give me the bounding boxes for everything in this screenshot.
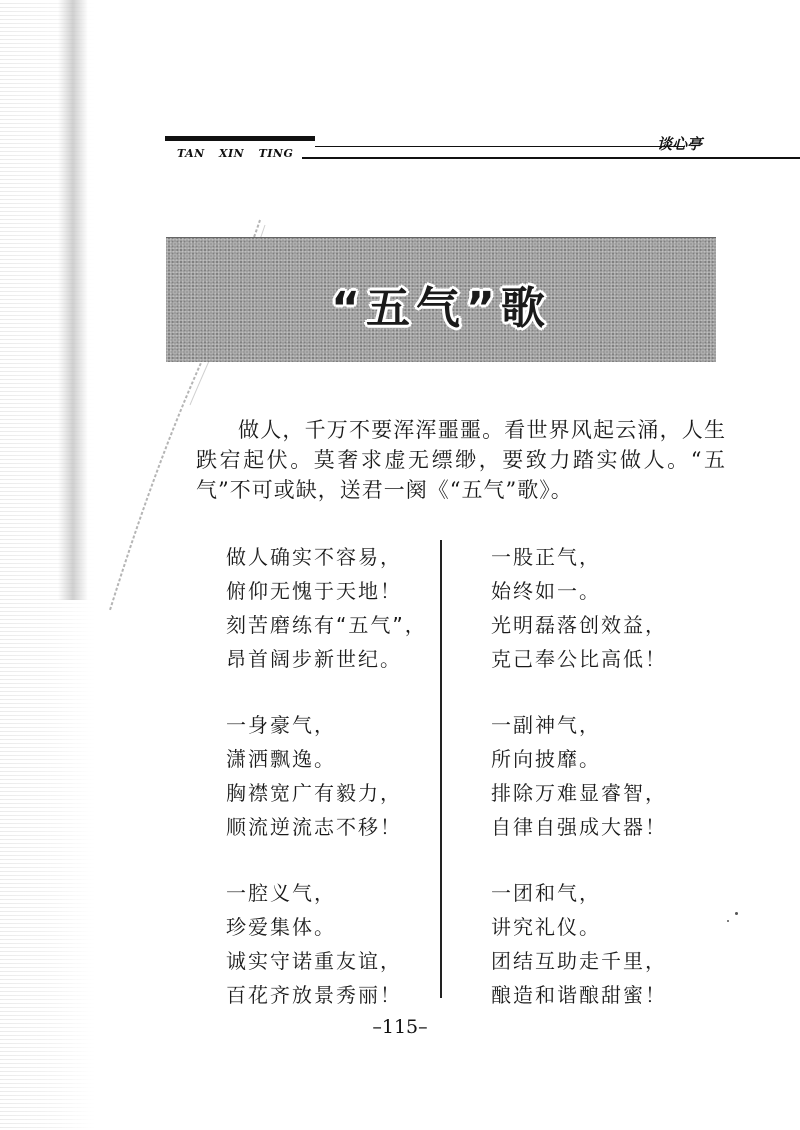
poem-line: 排除万难显睿智， [491, 781, 667, 805]
poem-line: 一副神气， [491, 713, 601, 737]
poem-line: 始终如一。 [491, 579, 601, 603]
running-header [165, 128, 725, 173]
poem-line: 所向披靡。 [491, 747, 601, 771]
poem-line: 光明磊落创效益， [491, 613, 667, 637]
poem-line: 自律自强成大器！ [491, 815, 667, 839]
poem-line: 讲究礼仪。 [491, 915, 601, 939]
poem-line: 刻苦磨练有“五气”， [226, 613, 427, 637]
scan-speck [727, 920, 729, 922]
poem-line: 做人确实不容易， [226, 545, 402, 569]
header-english: TAN XIN TING [177, 147, 294, 160]
poem-line: 俯仰无愧于天地！ [226, 579, 402, 603]
poem-right-column [491, 540, 751, 1044]
poem-stanza [226, 876, 486, 1012]
poem-line: 一身豪气， [226, 713, 336, 737]
poem-line: 克己奉公比高低！ [491, 647, 667, 671]
poem-line: 潇洒飘逸。 [226, 747, 336, 771]
scan-edge-shadow [58, 0, 88, 600]
poem-stanza [491, 540, 751, 676]
poem-line: 一股正气， [491, 545, 601, 569]
poem-line: 一团和气， [491, 881, 601, 905]
poem-line: 百花齐放景秀丽！ [226, 983, 402, 1007]
header-bar [165, 136, 315, 141]
header-rule [302, 157, 800, 159]
page-title: “五气”歌 [331, 283, 551, 334]
poem-stanza [491, 876, 751, 1012]
poem-line: 团结互助走千里， [491, 949, 667, 973]
page-number: –115– [372, 1016, 428, 1038]
scan-speck [735, 912, 738, 915]
poem-line: 一腔义气， [226, 881, 336, 905]
poem-stanza [491, 708, 751, 844]
poem-stanza [226, 540, 486, 676]
poem-line: 胸襟宽广有毅力， [226, 781, 402, 805]
poem-stanza [226, 708, 486, 844]
column-divider [440, 540, 442, 998]
title-banner [166, 237, 716, 362]
poem-line: 诚实守诺重友谊， [226, 949, 402, 973]
poem-line: 酿造和谐酿甜蜜！ [491, 983, 667, 1007]
header-chinese: 谈心亭 [657, 135, 703, 153]
poem-line: 顺流逆流志不移！ [226, 815, 402, 839]
header-rule-upper [315, 146, 685, 147]
poem-line: 昂首阔步新世纪。 [226, 647, 402, 671]
poem-line: 珍爱集体。 [226, 915, 336, 939]
intro-paragraph: 做人，千万不要浑浑噩噩。看世界风起云涌，人生跌宕起伏。莫奢求虚无缥缈，要致力踏实做人。“五气”不可或缺，送君一阕《“五气”歌》。 [196, 418, 726, 502]
poem-left-column [226, 540, 486, 1044]
